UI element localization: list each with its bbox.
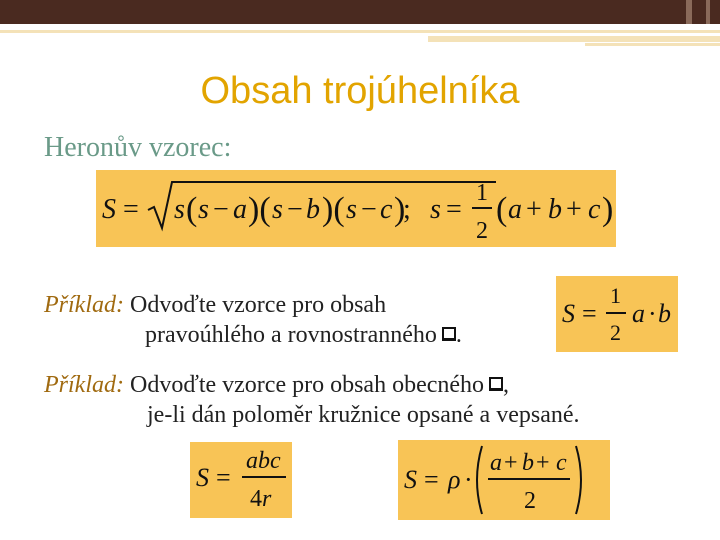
svg-text:b: b (522, 450, 534, 476)
triangle-symbol-icon (489, 377, 503, 391)
svg-text:): ) (394, 191, 406, 228)
top-bar-stripe (686, 0, 692, 24)
svg-text:=: = (216, 463, 231, 492)
svg-text:+: + (536, 450, 550, 476)
example2-label: Příklad: (44, 372, 124, 398)
example1-line1 (44, 292, 386, 319)
svg-text:=: = (123, 194, 139, 225)
example2-text: Odvoďte vzorce pro obsah obecného (129, 372, 485, 398)
svg-text:(: ( (496, 191, 508, 228)
svg-text:S: S (562, 299, 575, 328)
svg-text:a: a (632, 299, 645, 328)
example1-label: Příklad: (44, 292, 124, 318)
svg-text:ρ: ρ (448, 465, 461, 494)
svg-text:): ) (602, 191, 614, 228)
svg-text:s: s (430, 194, 441, 225)
svg-text:+: + (504, 450, 518, 476)
slide-title: Obsah trojúhelníka (200, 70, 520, 112)
top-bar-stripe (706, 0, 710, 24)
svg-text:1: 1 (476, 180, 488, 206)
svg-text:(: ( (186, 191, 198, 228)
svg-text:2: 2 (610, 320, 621, 345)
inradius-formula (398, 440, 610, 520)
svg-text:·: · (464, 465, 473, 494)
svg-text:)(: )( (248, 191, 271, 228)
svg-text:1: 1 (610, 283, 621, 308)
example1-text2: pravoúhlého a rovnostranného (145, 322, 437, 348)
svg-text:b: b (306, 194, 320, 225)
svg-text:=: = (582, 299, 597, 328)
inradius-formula-box (398, 440, 610, 520)
decor-rule (585, 43, 720, 46)
svg-text:a: a (508, 194, 522, 225)
right-triangle-formula (556, 276, 678, 352)
svg-text:b: b (548, 194, 562, 225)
example2-text2: je-li dán poloměr kružnice opsané a vepsané. (147, 402, 580, 428)
example2-line2 (147, 402, 580, 429)
triangle-symbol-icon (442, 327, 456, 341)
svg-text:;: ; (403, 194, 411, 225)
svg-text:−: − (213, 194, 229, 225)
svg-text:S: S (196, 463, 209, 492)
svg-text:2: 2 (524, 488, 536, 514)
decor-rule (0, 30, 720, 33)
svg-text:=: = (446, 194, 462, 225)
example1-line2 (145, 322, 462, 349)
svg-text:abc: abc (246, 448, 281, 474)
example2-line1 (44, 372, 509, 399)
circumradius-formula (190, 442, 292, 518)
svg-text:4r: 4r (250, 486, 272, 512)
svg-text:a: a (233, 194, 247, 225)
svg-text:s: s (272, 194, 283, 225)
top-bar (0, 0, 720, 24)
right-triangle-formula-box (556, 276, 678, 352)
svg-text:b: b (658, 299, 671, 328)
example1-period: . (455, 322, 462, 348)
heron-formula-box (96, 170, 616, 247)
svg-text:c: c (380, 194, 393, 225)
svg-text:s: s (346, 194, 357, 225)
decor-rule (428, 36, 720, 42)
svg-text:s: s (198, 194, 209, 225)
svg-text:S: S (404, 465, 417, 494)
example2-comma: , (503, 372, 510, 398)
heron-formula (96, 170, 616, 247)
svg-text:S: S (102, 194, 116, 225)
svg-text:a: a (490, 450, 502, 476)
svg-text:=: = (424, 465, 439, 494)
svg-text:+: + (566, 194, 582, 225)
svg-text:−: − (287, 194, 303, 225)
svg-text:2: 2 (476, 218, 488, 244)
circumradius-formula-box (190, 442, 292, 518)
example1-text: Odvoďte vzorce pro obsah (129, 292, 387, 318)
svg-text:−: − (361, 194, 377, 225)
heron-label: Heronův vzorec: (44, 132, 232, 163)
svg-text:+: + (526, 194, 542, 225)
svg-text:c: c (556, 450, 567, 476)
svg-text:·: · (648, 299, 657, 328)
svg-text:)(: )( (322, 191, 345, 228)
svg-text:s: s (174, 194, 185, 225)
svg-text:c: c (588, 194, 601, 225)
